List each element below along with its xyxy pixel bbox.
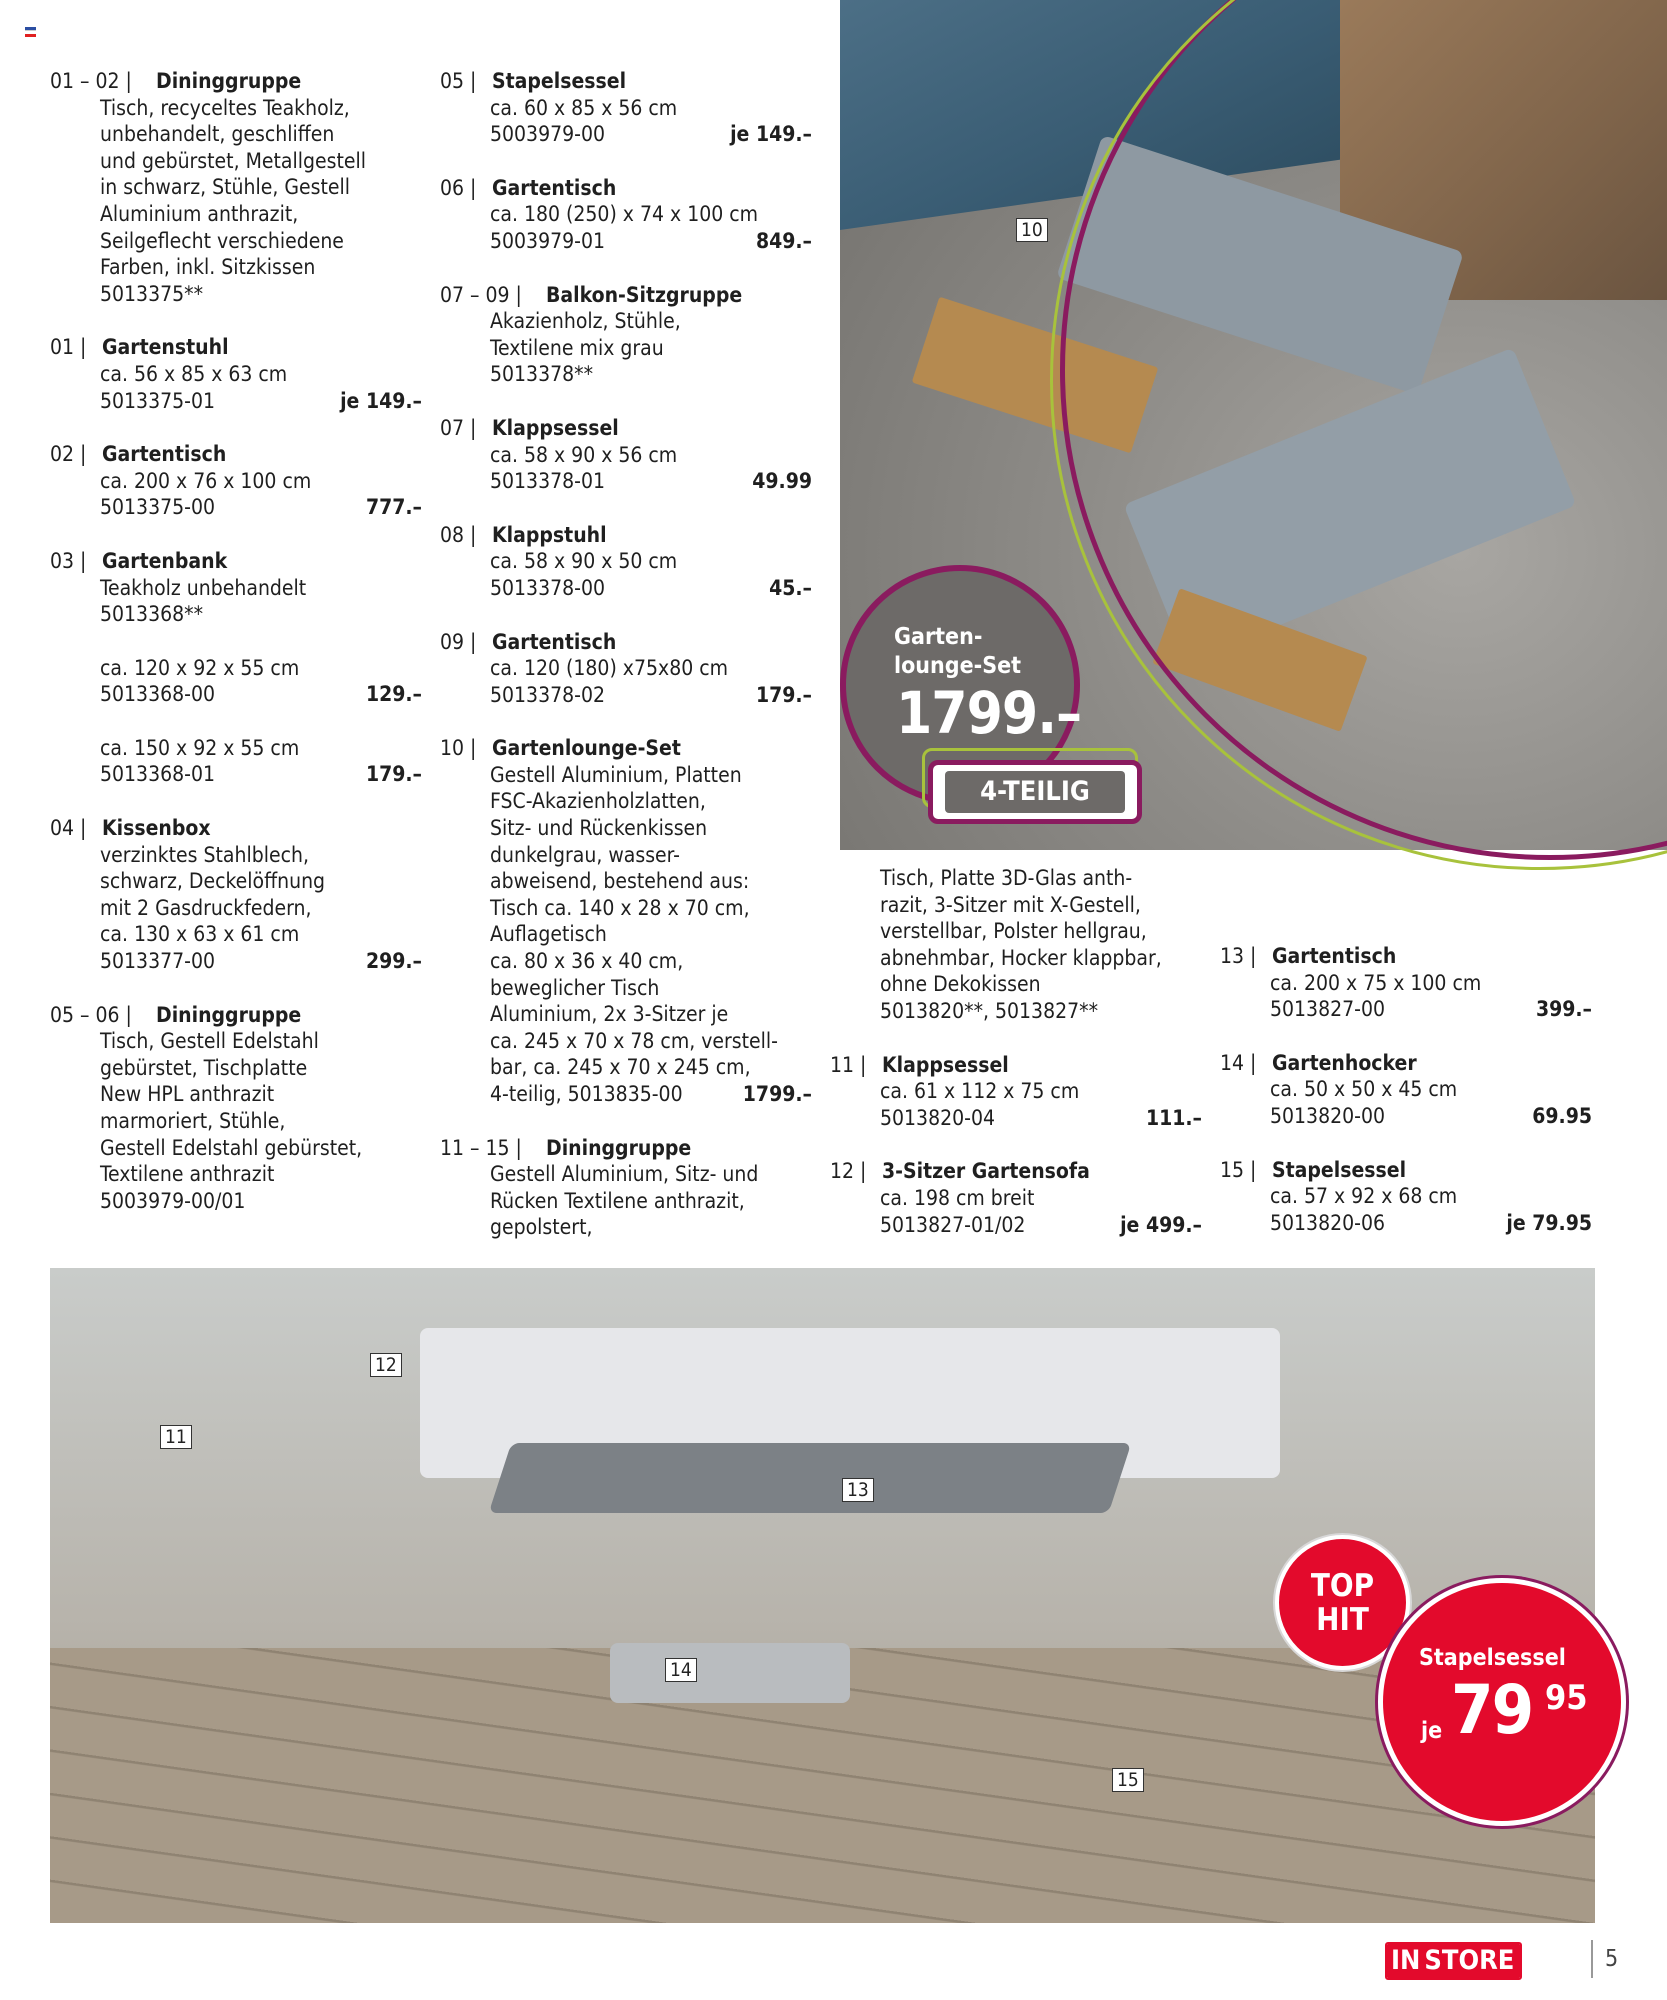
description-line: Rücken Textilene anthrazit, bbox=[490, 1188, 745, 1213]
photo-tag: 15 bbox=[1112, 1768, 1144, 1792]
description-line: Textilene mix grau bbox=[490, 335, 664, 360]
description-line: Tisch, Gestell Edelstahl bbox=[100, 1029, 319, 1054]
description-line: ca. 245 x 70 x 78 cm, verstell- bbox=[490, 1028, 778, 1053]
ribbon-label: 4-TEILIG bbox=[945, 771, 1125, 813]
price-line bbox=[50, 681, 422, 708]
item-number: 05 | bbox=[440, 69, 477, 93]
photo-tag: 14 bbox=[665, 1658, 697, 1682]
entry-header bbox=[1220, 943, 1592, 970]
description-line: ca. 198 cm breit bbox=[880, 1185, 1035, 1210]
item-title: Klappsessel bbox=[882, 1052, 1009, 1077]
entry-header bbox=[440, 415, 812, 442]
product-entry bbox=[440, 1135, 812, 1241]
price: je 149.– bbox=[730, 122, 812, 147]
price-line bbox=[440, 1081, 812, 1108]
photo-tag: 13 bbox=[842, 1478, 874, 1502]
description-line: Sitz- und Rückenkissen bbox=[490, 816, 708, 841]
price: 129.– bbox=[365, 682, 422, 707]
description-line: bar, ca. 245 x 70 x 245 cm, bbox=[490, 1055, 751, 1080]
badge-label: lounge-Set bbox=[894, 653, 1022, 679]
item-number: 15 | bbox=[1220, 1157, 1257, 1182]
description-line: Textilene anthrazit bbox=[100, 1162, 275, 1187]
item-title: Kissenbox bbox=[102, 816, 211, 841]
price: 777.– bbox=[365, 495, 422, 520]
description-line: Akazienholz, Stühle, bbox=[490, 309, 681, 334]
product-entry bbox=[1220, 1050, 1592, 1130]
description-line: verstellbar, Polster hellgrau, bbox=[880, 919, 1147, 944]
article-code: 4-teilig, 5013835-00 bbox=[490, 1082, 683, 1106]
article-code: 5013378-00 bbox=[490, 575, 605, 600]
product-entry bbox=[50, 68, 422, 307]
top-hit-line: TOP bbox=[1310, 1568, 1375, 1604]
description-line: ca. 58 x 90 x 50 cm bbox=[490, 549, 678, 574]
flag-icon bbox=[25, 27, 36, 36]
product-entry bbox=[440, 522, 812, 602]
article-code: 5013375-00 bbox=[100, 495, 215, 520]
description-line: Tisch, Platte 3D-Glas anth- bbox=[880, 866, 1133, 890]
wood-table bbox=[912, 297, 1159, 454]
article-code: 5013375-01 bbox=[100, 388, 215, 413]
item-number: 14 | bbox=[1220, 1050, 1257, 1075]
price: 49.99 bbox=[752, 469, 812, 494]
description-line: ca. 56 x 85 x 63 cm bbox=[100, 361, 288, 386]
entry-header bbox=[440, 1135, 812, 1162]
description-line: Seilgeflecht verschiedene bbox=[100, 228, 344, 253]
item-number: 09 | bbox=[440, 629, 477, 654]
item-title: Gartenbank bbox=[102, 548, 228, 573]
price-line bbox=[1220, 1210, 1592, 1237]
description-line: 5013368** bbox=[100, 602, 204, 627]
item-number: 05 – 06 | bbox=[50, 1002, 132, 1027]
item-title: Gartenlounge-Set bbox=[492, 736, 681, 761]
description-line: ca. 61 x 112 x 75 cm bbox=[880, 1079, 1080, 1104]
article-code: 5013368-00 bbox=[100, 682, 215, 707]
text-column-4 bbox=[1220, 943, 1592, 1263]
variant bbox=[50, 735, 422, 788]
entry-header bbox=[830, 1052, 1202, 1079]
description-line: ca. 80 x 36 x 40 cm, bbox=[490, 949, 684, 974]
description-line: Gestell Aluminium, Platten bbox=[490, 762, 742, 787]
description-line: Gestell Edelstahl gebürstet, bbox=[100, 1135, 363, 1160]
entry-header bbox=[440, 68, 812, 95]
text-column-3 bbox=[830, 865, 1202, 1265]
price: je 79.95 bbox=[1506, 1210, 1592, 1235]
item-title: Klappsessel bbox=[492, 415, 619, 440]
entry-header bbox=[50, 334, 422, 361]
article-code: 5013827-01/02 bbox=[880, 1212, 1026, 1237]
entry-header bbox=[50, 1002, 422, 1029]
description-line: schwarz, Deckelöffnung bbox=[100, 869, 326, 894]
article-code: 5003979-01 bbox=[490, 228, 605, 253]
badge-price: 79 bbox=[1451, 1671, 1533, 1750]
variant bbox=[50, 655, 422, 708]
teilig-ribbon bbox=[928, 760, 1142, 824]
price-line bbox=[830, 1212, 1202, 1239]
description-line: ca. 50 x 50 x 45 cm bbox=[1270, 1077, 1458, 1102]
price-line bbox=[440, 228, 812, 255]
product-entry bbox=[50, 334, 422, 414]
price: 1799.– bbox=[742, 1082, 812, 1106]
article-code: 5013368-01 bbox=[100, 762, 215, 787]
badge-cents: 95 bbox=[1545, 1678, 1588, 1718]
description-line: ca. 130 x 63 x 61 cm bbox=[100, 922, 300, 947]
description-line: Tisch, recyceltes Teakholz, bbox=[100, 95, 350, 120]
item-title: Gartentisch bbox=[1272, 944, 1397, 968]
stool-shape bbox=[610, 1643, 850, 1703]
price: 179.– bbox=[755, 682, 812, 707]
item-number: 02 | bbox=[50, 442, 87, 467]
description-line: ca. 60 x 85 x 56 cm bbox=[490, 95, 678, 120]
top-hit-line: HIT bbox=[1316, 1602, 1369, 1638]
description-line: und gebürstet, Metallgestell bbox=[100, 148, 366, 173]
product-entry bbox=[50, 815, 422, 975]
price: 45.– bbox=[769, 575, 812, 600]
product-entry bbox=[1220, 1157, 1592, 1237]
photo-tag: 10 bbox=[1016, 218, 1048, 242]
entry-header bbox=[50, 68, 422, 95]
price-line bbox=[1220, 1103, 1592, 1130]
instore-logo: IN STORE bbox=[1385, 1942, 1522, 1980]
description-line: ohne Dekokissen bbox=[880, 972, 1041, 997]
product-entry bbox=[440, 415, 812, 495]
description-line: ca. 57 x 92 x 68 cm bbox=[1270, 1184, 1458, 1209]
product-entry bbox=[440, 175, 812, 255]
entry-header bbox=[440, 175, 812, 202]
stapelsessel-price-badge bbox=[1378, 1578, 1626, 1826]
description-line: Gestell Aluminium, Sitz- und bbox=[490, 1162, 759, 1187]
item-number: 10 | bbox=[440, 736, 477, 761]
description-line: unbehandelt, geschliffen bbox=[100, 122, 335, 147]
description-line: marmoriert, Stühle, bbox=[100, 1109, 286, 1133]
description-line: razit, 3-Sitzer mit X-Gestell, bbox=[880, 892, 1141, 917]
price-line bbox=[50, 948, 422, 975]
badge-je: je bbox=[1421, 1718, 1443, 1744]
item-number: 01 | bbox=[50, 335, 87, 360]
entry-header bbox=[830, 1158, 1202, 1185]
description-line: Tisch ca. 140 x 28 x 70 cm, bbox=[490, 895, 750, 920]
price: 179.– bbox=[365, 762, 422, 787]
item-number: 07 | bbox=[440, 415, 477, 440]
description-line: dunkelgrau, wasser- bbox=[490, 842, 680, 867]
product-entry bbox=[440, 282, 812, 388]
text-column-2 bbox=[440, 68, 812, 1268]
article-code: 5013377-00 bbox=[100, 949, 215, 974]
article-code: 5013827-00 bbox=[1270, 997, 1385, 1022]
description-line: ca. 120 x 92 x 55 cm bbox=[100, 655, 300, 680]
product-entry bbox=[830, 1052, 1202, 1132]
item-number: 12 | bbox=[830, 1159, 867, 1184]
item-number: 06 | bbox=[440, 175, 477, 200]
entry-header bbox=[1220, 1050, 1592, 1077]
item-title: Gartentisch bbox=[102, 442, 227, 467]
item-number: 13 | bbox=[1220, 944, 1257, 968]
product-entry bbox=[50, 441, 422, 521]
price: 849.– bbox=[755, 228, 812, 253]
description-line: ca. 200 x 76 x 100 cm bbox=[100, 468, 312, 493]
description-line: ca. 150 x 92 x 55 cm bbox=[100, 735, 300, 760]
description-line: ca. 180 (250) x 74 x 100 cm bbox=[490, 202, 759, 227]
product-entry bbox=[440, 629, 812, 709]
price-line bbox=[830, 1105, 1202, 1132]
text-column-1 bbox=[50, 68, 422, 1241]
item-title: Stapelsessel bbox=[1272, 1157, 1407, 1182]
price: 69.95 bbox=[1532, 1103, 1592, 1128]
product-entry bbox=[1220, 943, 1592, 1023]
entry-header bbox=[440, 282, 812, 309]
price-line bbox=[440, 121, 812, 148]
item-title: Stapelsessel bbox=[492, 69, 627, 93]
table-shape bbox=[489, 1443, 1132, 1513]
description-line: in schwarz, Stühle, Gestell bbox=[100, 175, 351, 200]
item-number: 08 | bbox=[440, 522, 477, 547]
price-line bbox=[50, 761, 422, 788]
description-line: Auflagetisch bbox=[490, 922, 607, 947]
price-line bbox=[440, 682, 812, 709]
price-line bbox=[50, 494, 422, 521]
price: je 149.– bbox=[340, 388, 422, 413]
description-line: mit 2 Gasdruckfedern, bbox=[100, 895, 312, 920]
product-entry bbox=[440, 735, 812, 1107]
photo-tag: 12 bbox=[370, 1353, 402, 1377]
badge-label: Stapelsessel bbox=[1419, 1645, 1566, 1671]
item-title: Klappstuhl bbox=[492, 522, 607, 547]
description-line: ca. 120 (180) x75x80 cm bbox=[490, 656, 729, 681]
entry-header bbox=[440, 629, 812, 656]
price-line bbox=[50, 388, 422, 415]
product-entry bbox=[50, 1002, 422, 1215]
article-code: 5013378-02 bbox=[490, 682, 605, 707]
description-line: Teakholz unbehandelt bbox=[100, 575, 307, 600]
item-number: 03 | bbox=[50, 548, 87, 573]
description-line: 5013820**, 5013827** bbox=[880, 998, 1099, 1023]
badge-price: 1799.– bbox=[896, 679, 1082, 747]
description-line: ca. 58 x 90 x 56 cm bbox=[490, 442, 678, 467]
description-line: New HPL anthrazit bbox=[100, 1082, 275, 1107]
article-code: 5013820-04 bbox=[880, 1105, 995, 1130]
article-code: 5013820-00 bbox=[1270, 1103, 1385, 1128]
item-title: Dininggruppe bbox=[546, 1135, 692, 1160]
item-title: Dininggruppe bbox=[156, 69, 302, 93]
description-line: FSC-Akazienholzlatten, bbox=[490, 789, 706, 814]
price: 299.– bbox=[365, 949, 422, 974]
entry-header bbox=[1220, 1157, 1592, 1184]
entry-header bbox=[440, 522, 812, 549]
description-line: 5013375** bbox=[100, 281, 204, 306]
item-title: Balkon-Sitzgruppe bbox=[546, 282, 743, 307]
description-line: ca. 200 x 75 x 100 cm bbox=[1270, 970, 1482, 995]
article-code: 5013378-01 bbox=[490, 469, 605, 494]
item-number: 11 – 15 | bbox=[440, 1135, 522, 1160]
item-title: Gartenstuhl bbox=[102, 335, 229, 360]
product-entry bbox=[440, 68, 812, 148]
description-line: Aluminium anthrazit, bbox=[100, 201, 299, 226]
price-line bbox=[1220, 996, 1592, 1023]
price: je 499.– bbox=[1120, 1212, 1202, 1237]
description-line: abnehmbar, Hocker klappbar, bbox=[880, 945, 1162, 970]
badge-label: Garten- bbox=[894, 624, 983, 650]
article-code: 5013820-06 bbox=[1270, 1210, 1385, 1235]
item-number: 04 | bbox=[50, 816, 87, 841]
description-line: gebürstet, Tischplatte bbox=[100, 1055, 308, 1080]
description-line: 5003979-00/01 bbox=[100, 1188, 246, 1213]
description-line: verzinktes Stahlblech, bbox=[100, 842, 309, 867]
item-title: Dininggruppe bbox=[156, 1002, 302, 1027]
product-entry bbox=[830, 1158, 1202, 1238]
product-entry bbox=[50, 548, 422, 788]
entry-header bbox=[50, 548, 422, 575]
description-line: abweisend, bestehend aus: bbox=[490, 869, 750, 894]
description-line: Aluminium, 2x 3-Sitzer je bbox=[490, 1002, 729, 1027]
item-number: 01 – 02 | bbox=[50, 69, 132, 93]
entry-header bbox=[50, 441, 422, 468]
item-title: Gartentisch bbox=[492, 629, 617, 654]
page-number: 5 bbox=[1591, 1940, 1618, 1978]
description-line: 5013378** bbox=[490, 362, 594, 387]
item-title: 3-Sitzer Gartensofa bbox=[882, 1159, 1090, 1184]
description-line: Farben, inkl. Sitzkissen bbox=[100, 255, 316, 280]
description-line: beweglicher Tisch bbox=[490, 975, 660, 1000]
price-line bbox=[440, 468, 812, 495]
description-line: gepolstert, bbox=[490, 1215, 593, 1240]
item-title: Gartentisch bbox=[492, 175, 617, 200]
photo-tag: 11 bbox=[160, 1425, 192, 1449]
article-code: 5003979-00 bbox=[490, 122, 605, 147]
item-title: Gartenhocker bbox=[1272, 1050, 1417, 1075]
item-number: 07 – 09 | bbox=[440, 282, 522, 307]
entry-header bbox=[50, 815, 422, 842]
price-line bbox=[440, 575, 812, 602]
price: 399.– bbox=[1535, 997, 1592, 1022]
continuation-text bbox=[830, 865, 1202, 1025]
price: 111.– bbox=[1145, 1105, 1202, 1130]
entry-header bbox=[440, 735, 812, 762]
item-number: 11 | bbox=[830, 1052, 867, 1077]
